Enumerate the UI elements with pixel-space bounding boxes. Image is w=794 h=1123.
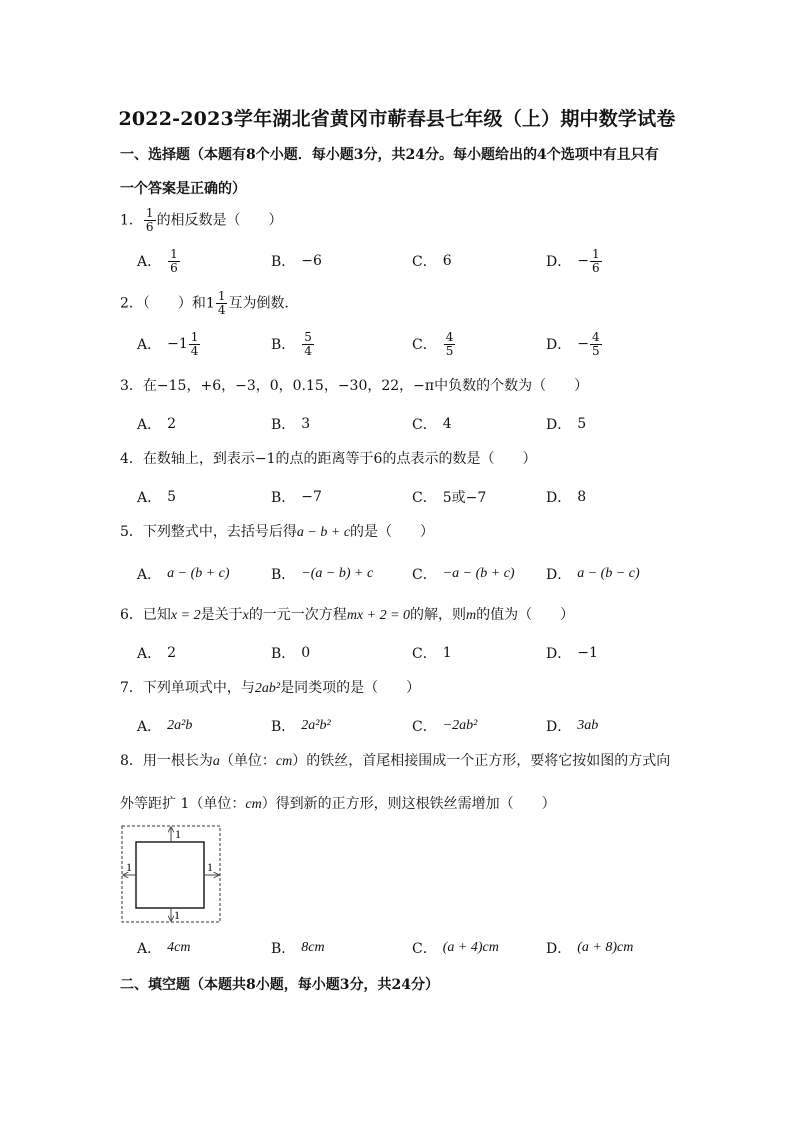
fraction: $\frac{4}{5}$ bbox=[591, 329, 600, 358]
option-d[interactable]: D． − $\frac{1}{6}$ bbox=[546, 246, 600, 275]
option-b[interactable]: B． $\frac{5}{4}$ bbox=[271, 329, 312, 358]
section-2-line-1: 二、填空题（本题共8小题，每小题3分，共24分） bbox=[120, 977, 439, 993]
option-b[interactable]: B． −6 bbox=[271, 253, 322, 270]
option-d[interactable]: D． a − (b − c) bbox=[546, 566, 640, 583]
option-c[interactable]: C． 5或−7 bbox=[412, 490, 487, 506]
fraction: $\frac{1}{4}$ bbox=[217, 289, 226, 317]
question-4-options bbox=[120, 480, 720, 514]
option-d[interactable]: D． 8 bbox=[546, 489, 587, 506]
fraction: $\frac{1}{6}$ bbox=[170, 246, 178, 275]
page-title: 2022-2023学年湖北省黄冈市蕲春县七年级（上）期中数学试卷 bbox=[118, 108, 676, 130]
fraction: $\frac{1}{6}$ bbox=[145, 206, 154, 234]
question-text: 的相反数是（ ） bbox=[156, 212, 283, 229]
option-c[interactable]: C． $\frac{4}{5}$ bbox=[412, 329, 454, 358]
question-6-options bbox=[120, 636, 720, 670]
option-a[interactable]: A． 2 bbox=[137, 645, 177, 662]
option-a[interactable]: A． $\frac{1}{6}$ bbox=[137, 246, 178, 275]
option-b[interactable]: B． −7 bbox=[271, 489, 322, 506]
question-text: 在−15，+6，−3，0，0.15，−30，22，−π中负数的个数为（ ） bbox=[142, 378, 589, 394]
question-8-options bbox=[120, 931, 720, 965]
fraction: $\frac{1}{4}$ bbox=[190, 329, 199, 358]
option-c[interactable]: C． 6 bbox=[412, 253, 452, 270]
question-3 bbox=[120, 374, 710, 398]
section-2-heading bbox=[120, 968, 710, 1002]
label-right: 1 bbox=[207, 860, 213, 874]
option-a[interactable]: A． a − (b + c) bbox=[137, 566, 230, 583]
option-c[interactable]: C． 1 bbox=[412, 645, 452, 662]
question-6: 6．已知x = 2是关于x的一元一次方程mx + 2 = 0的解，则m的值为（ ） bbox=[120, 607, 575, 623]
question-number: 3． bbox=[120, 378, 143, 394]
option-d[interactable]: D． −1 bbox=[546, 645, 598, 662]
question-5: 5．下列整式中，去括号后得a − b + c的是（ ） bbox=[120, 524, 435, 540]
question-number: 6． bbox=[120, 607, 143, 623]
label-bottom: 1 bbox=[174, 908, 180, 922]
option-d[interactable]: D． (a + 8)cm bbox=[546, 940, 634, 957]
fraction: $\frac{5}{4}$ bbox=[304, 329, 312, 358]
option-c[interactable]: C． −2ab² bbox=[412, 718, 478, 735]
question-number: 7． bbox=[120, 680, 143, 696]
question-7-options bbox=[120, 709, 720, 743]
option-d[interactable]: D． 3ab bbox=[546, 718, 599, 735]
question-3-options bbox=[120, 407, 720, 441]
option-b[interactable]: B． 0 bbox=[271, 645, 311, 662]
option-a[interactable]: A． 2 bbox=[137, 416, 177, 433]
option-a[interactable]: A． 2a²b bbox=[137, 718, 193, 735]
question-number: 4． bbox=[120, 451, 143, 467]
question-1-options bbox=[120, 244, 720, 278]
label-left: 1 bbox=[126, 860, 132, 874]
question-8-line-1: 8．用一根长为a（单位：cm）的铁丝，首尾相接围成一个正方形，要将它按如图的方式向 bbox=[120, 753, 671, 769]
question-number: 5． bbox=[120, 524, 143, 540]
section-1-line-2: 一个答案是正确的） bbox=[120, 181, 246, 197]
option-b[interactable]: B． 2a²b² bbox=[271, 718, 331, 735]
inner-square bbox=[136, 842, 204, 908]
question-4 bbox=[120, 447, 710, 471]
question-text: 在数轴上，到表示−1的点的距离等于6的点表示的数是（ ） bbox=[142, 451, 537, 467]
question-2-options bbox=[120, 327, 720, 361]
question-8-line-2: 外等距扩 1（单位：cm）得到新的正方形，则这根铁丝需增加（ ） bbox=[120, 796, 556, 812]
section-1-line-1: 一、选择题（本题有8个小题．每小题3分，共24分。每小题给出的4个选项中有且只有 bbox=[120, 147, 659, 163]
option-a[interactable]: A． 4cm bbox=[137, 940, 191, 957]
label-top: 1 bbox=[175, 827, 181, 841]
math-expression: 2ab² bbox=[254, 681, 281, 696]
section-1-heading bbox=[120, 138, 710, 206]
option-a[interactable]: A． −1 $\frac{1}{4}$ bbox=[137, 329, 199, 358]
fraction: $\frac{1}{6}$ bbox=[591, 246, 600, 275]
question-2: 2．（ ）和1 $\frac{1}{4}$ 互为倒数． bbox=[120, 289, 299, 317]
option-c[interactable]: C． (a + 4)cm bbox=[412, 940, 499, 957]
math-expression: a − b + c bbox=[296, 525, 351, 540]
fraction: $\frac{4}{5}$ bbox=[445, 329, 454, 358]
option-b[interactable]: B． 3 bbox=[271, 416, 311, 433]
option-c[interactable]: C． −a − (b + c) bbox=[412, 566, 515, 583]
square-expansion-diagram bbox=[120, 824, 222, 924]
question-1 bbox=[120, 207, 710, 234]
option-a[interactable]: A． 5 bbox=[137, 489, 177, 506]
question-7: 7．下列单项式中，与2ab²是同类项的是（ ） bbox=[120, 680, 421, 696]
option-b[interactable]: B． 8cm bbox=[271, 940, 325, 957]
question-number: 2． bbox=[120, 295, 143, 312]
option-d[interactable]: D． 5 bbox=[546, 416, 587, 433]
option-d[interactable]: D． − $\frac{4}{5}$ bbox=[546, 329, 600, 358]
question-number: 8． bbox=[120, 753, 143, 769]
question-number: 1． bbox=[120, 212, 143, 229]
option-b[interactable]: B． −(a − b) + c bbox=[271, 566, 374, 583]
option-c[interactable]: C． 4 bbox=[412, 416, 452, 433]
question-5-options bbox=[120, 557, 720, 591]
